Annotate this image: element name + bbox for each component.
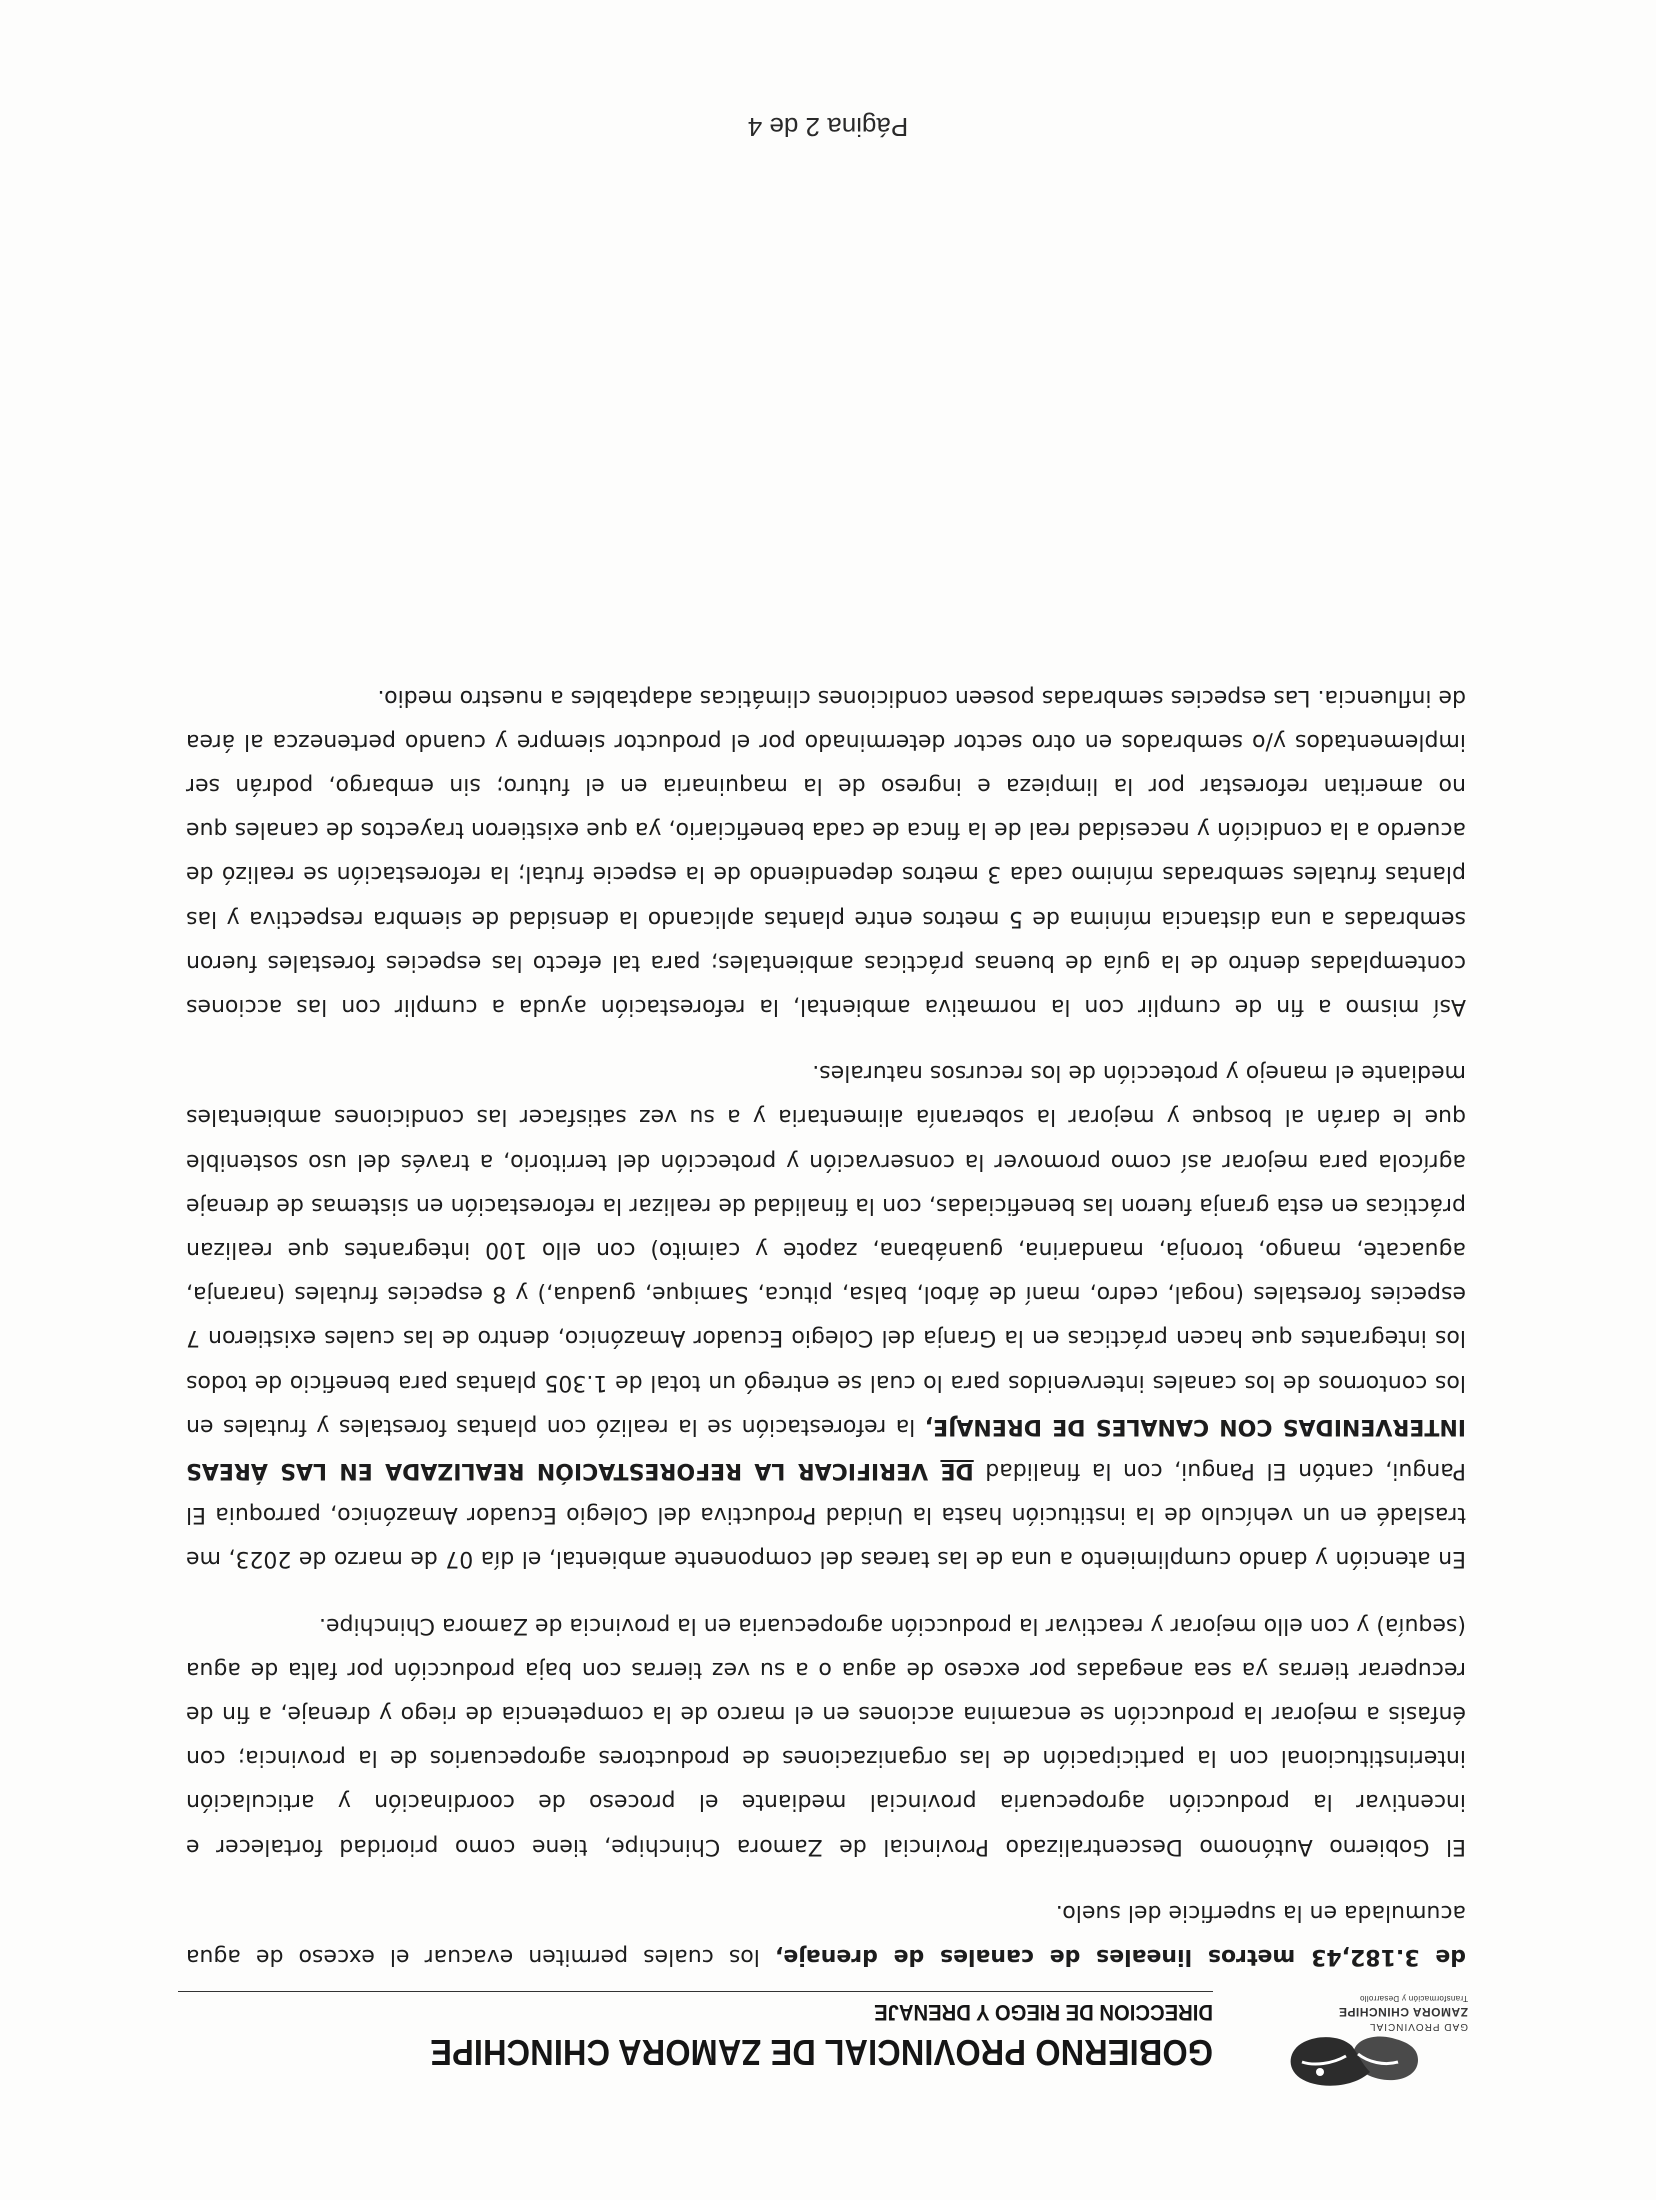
paragraph-environmental-norms: Así mismo a fin de cumplir con la normativa ambiental, la reforestación ayuda a cumplir con las acciones contempladas dentro de la guía de buenas prácticas ambientales; para tal efecto las especies forestales fueron sembradas a una distancia mínima de 5 metros entre plantas aplicando la densidad de siembra respectiva y las plantas frutales sembradas mínimo cada 3 metros dependiendo de la especie frutal; la reforestación se realizó de acuerdo a la condición y necesidad real de la finca de cada beneficiario, ya que existieron trayectos de canales que no ameritan reforestar por la limpieza e ingreso de la maquinaria en el futuro; sin embargo, podrán ser implementados y/o sembrados en otro sector determinado por el productor siempre y cuando pertenezca al área de influencia. Las especies sembradas poseen condiciones climáticas adaptables a nuestro medio. [186, 684, 1466, 1019]
logo-text-line2: ZAMORA CHINCHIPE [1338, 2005, 1468, 2019]
verification-de: DE [940, 1457, 974, 1483]
site-visit-intro: En atención y dando cumplimiento a una de las tareas del componente ambiental, el día 07 de marzo de 2023, me trasladé en un vehículo de la institución hasta la Unidad Productiva del Colegio Ecuador Amazónico, parroquia El Pangui, cantón El Pangui, con la finalidad [186, 1457, 1466, 1572]
verification-objective: VERIFICAR LA REFORESTACIÓN REALIZADA EN LAS ÁREAS INTERVENIDAS CON CANALES DE DRENAJE, [186, 1413, 1466, 1483]
paragraph-drainage-length [186, 1890, 1466, 1978]
organization-title: GOBIERNO PROVINCIAL DE ZAMORA CHINCHIPE [430, 2032, 1213, 2073]
logo-text-line1: GAD PROVINCIAL [1368, 2021, 1468, 2032]
institution-logo [1228, 1984, 1468, 2092]
logo-tagline: Transformación y Desarrollo [1359, 1994, 1468, 2003]
page-number: Página 2 de 4 [747, 112, 909, 142]
drainage-length-text: los cuales permiten evacuar el exceso de agua acumulada en la superficie del suelo. [185, 1899, 1466, 1969]
paragraph-gad-priority: El Gobierno Autónomo Descentralizado Provincial de Zamora Chinchipe, tiene como prioridad fortalecer e incentivar la producción agropecuaria provincial mediante el proceso de coordinación y articulación interinstitucional con la participación de las organizaciones de productores agropecuarios de la provincia; con énfasis a mejorar la producción se encamina acciones en el marco de la competencia de riego y drenaje, a fin de recuperar tierras ya sea anegadas por exceso de agua o a su vez tierras con baja producción por falta de agua (sequía) y con ello mejorar y reactivar la producción agropecuaria en la provincia de Zamora Chinchipe. [186, 1612, 1466, 1859]
department-title: DIRECCION DE RIEGO Y DRENAJE [874, 2000, 1213, 2025]
letterhead [178, 1984, 1468, 2092]
paragraph-site-visit [186, 1050, 1466, 1580]
report-body [186, 674, 1466, 1978]
site-visit-details: la reforestación se la realizó con plantas forestales y frutales en los contornos de los canales intervenidos para lo cual se entregó un total de 1.305 plantas para beneficio de todos los integrantes que hacen prácticas en la Granja del Colegio Ecuador Amazónico, dentro de las cuales existieron 7 especies forestales (nogal, cedro, maní de árbol, balsa, pituca, Samique, guadua,) y 8 especies frutales (naranja, aguacate, mango, toronja, mandarina, guanábana, zapote y caimito) con ello 100 integrantes que realizan prácticas en esta granja fueron las beneficiadas, con la finalidad de realizar la reforestación en sistemas de drenaje agrícola para mejorar así como promover la conservación y protección del territorio, a través del uso sostenible que le darán al bosque y mejorar la soberanía alimentaria y a su vez satisfacer las condiciones ambientales mediante el manejo y protección de los recursos naturales. [186, 1060, 1466, 1439]
heart-hands-emblem-icon [1278, 2032, 1428, 2092]
drainage-length-highlight: de 3.182,43 metros lineales de canales de drenaje, [774, 1944, 1466, 1969]
header-divider [178, 1991, 1213, 1992]
